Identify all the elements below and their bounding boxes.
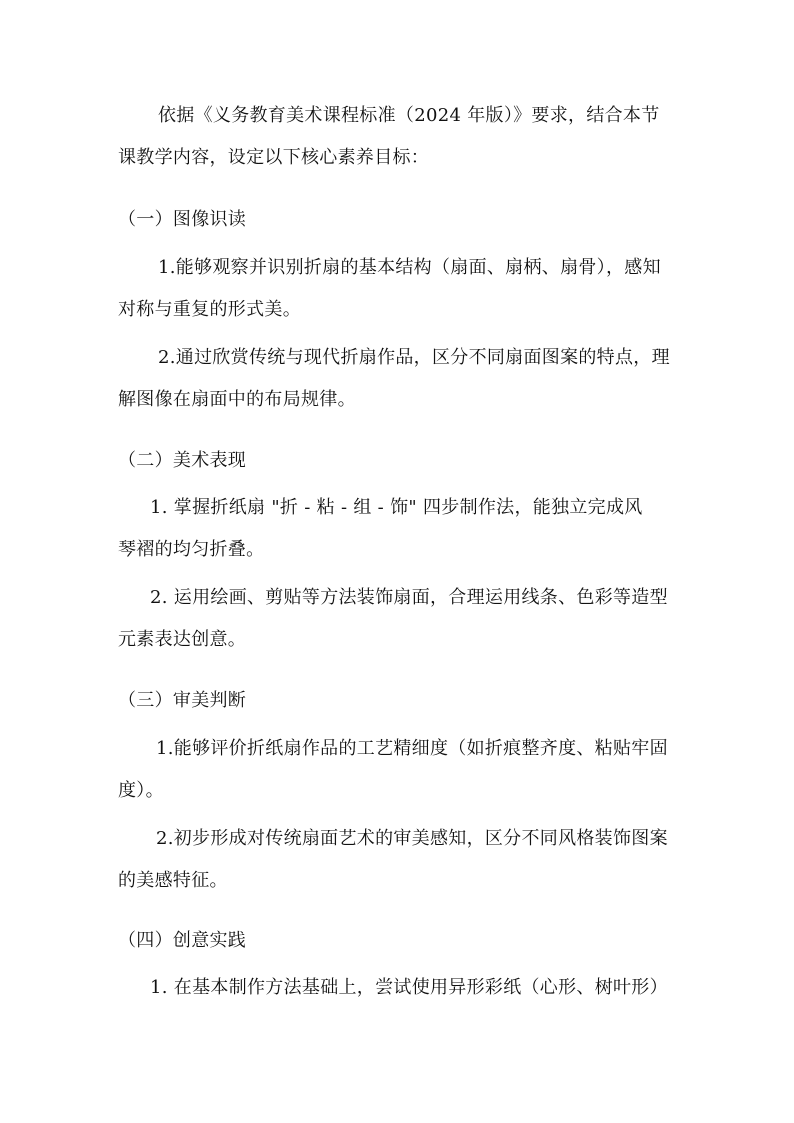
- section-3-item-1-line-2: 度）。: [118, 780, 164, 801]
- section-1-item-2-line-2: 解图像在扇面中的布局规律。: [118, 389, 356, 410]
- section-heading-4: （四）创意实践: [118, 930, 247, 951]
- section-heading-2: （二）美术表现: [118, 450, 247, 471]
- section-2-item-1-line-1: 1. 掌握折纸扇 "折 - 粘 - 组 - 饰" 四步制作法，能独立完成风: [150, 497, 643, 518]
- intro-line-1: 依据《义务教育美术课程标准（2024 年版）》要求，结合本节: [158, 105, 660, 126]
- section-4-item-1-line-1: 1. 在基本制作方法基础上，尝试使用异形彩纸（心形、树叶形）: [150, 977, 668, 998]
- intro-line-2: 课教学内容，设定以下核心素养目标：: [118, 147, 430, 168]
- section-2-item-2-line-1: 2. 运用绘画、剪贴等方法装饰扇面，合理运用线条、色彩等造型: [150, 587, 668, 608]
- section-2-item-2-line-2: 元素表达创意。: [118, 629, 247, 650]
- section-3-item-2-line-1: 2.初步形成对传统扇面艺术的审美感知，区分不同风格装饰图案: [156, 828, 668, 849]
- section-1-item-1-line-1: 1.能够观察并识别折扇的基本结构（扇面、扇柄、扇骨），感知: [158, 257, 661, 278]
- section-1-item-2-line-1: 2.通过欣赏传统与现代折扇作品，区分不同扇面图案的特点，理: [158, 347, 670, 368]
- section-3-item-1-line-1: 1.能够评价折纸扇作品的工艺精细度（如折痕整齐度、粘贴牢固: [156, 738, 668, 759]
- section-1-item-1-line-2: 对称与重复的形式美。: [118, 299, 301, 320]
- section-heading-1: （一）图像识读: [118, 209, 247, 230]
- section-3-item-2-line-2: 的美感特征。: [118, 870, 228, 891]
- section-2-item-1-line-2: 琴褶的均匀折叠。: [118, 539, 265, 560]
- section-heading-3: （三）审美判断: [118, 690, 247, 711]
